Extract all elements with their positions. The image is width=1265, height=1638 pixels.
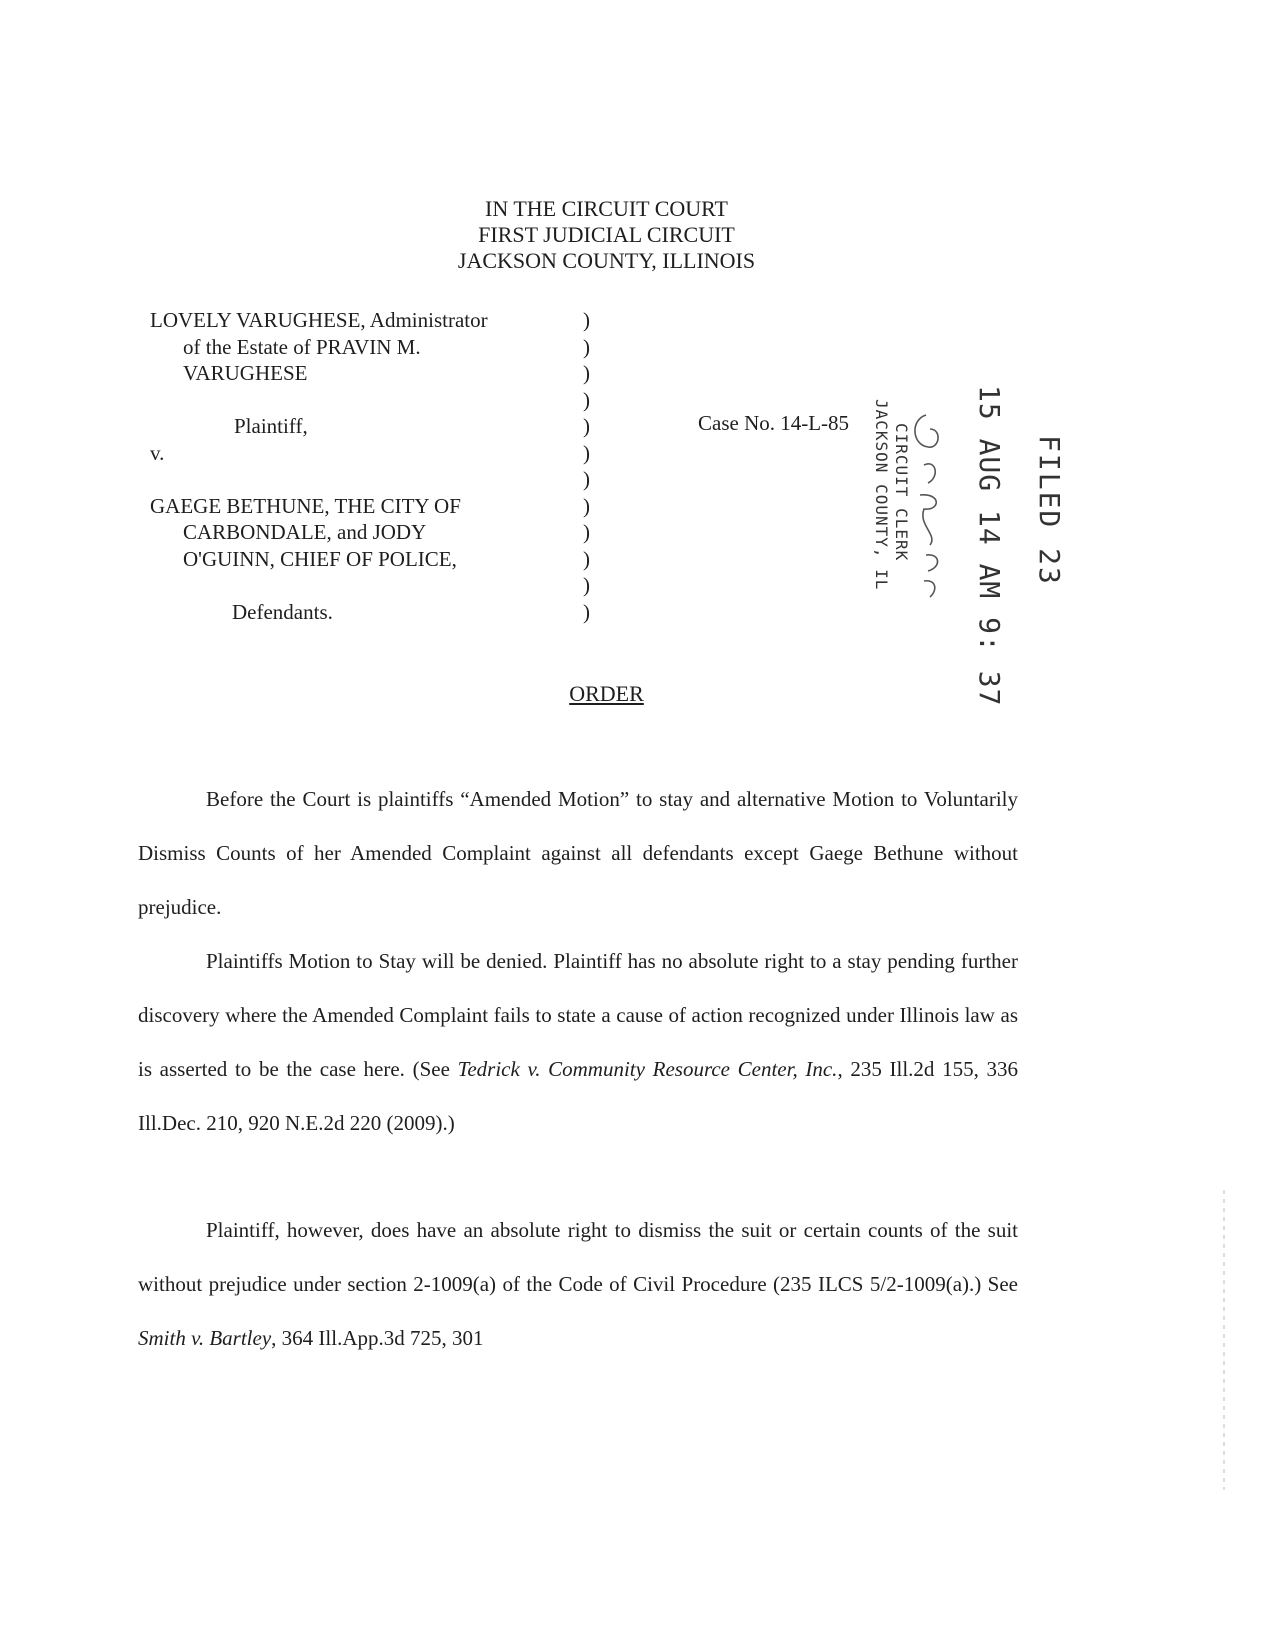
stamp-county: JACKSON COUNTY, IL: [872, 399, 891, 591]
case-number: Case No. 14-L-85: [698, 411, 850, 435]
stamp-clerk: CIRCUIT CLERK: [892, 423, 911, 562]
paren: ): [583, 546, 590, 571]
paren: ): [583, 387, 590, 412]
paren: ): [583, 599, 590, 624]
paragraph-text-part: , 364 Ill.App.3d 725, 301: [271, 1326, 484, 1350]
order-paragraph-2: [138, 934, 1018, 1150]
filed-stamp: [872, 385, 1080, 707]
court-name: IN THE CIRCUIT COURT: [485, 196, 728, 221]
paragraph-text: [138, 1203, 1018, 1365]
order-paragraph-1: [138, 772, 1018, 934]
paragraph-text: Before the Court is plaintiffs “Amended Motion” to stay and alternative Motion to Voluntarily Dismiss Counts of her Amended Complaint against all defendants except Gaege Bethune without prejudice.: [138, 787, 1018, 919]
case-citation: Tedrick v. Community Resource Center, Inc.: [457, 1057, 838, 1081]
judicial-circuit: FIRST JUDICIAL CIRCUIT: [478, 222, 735, 247]
defendant-name-line1: GAEGE BETHUNE, THE CITY OF: [150, 493, 461, 518]
case-caption-parties: [150, 307, 488, 625]
plaintiff-name-line2: of the Estate of PRAVIN M.: [183, 334, 421, 359]
paren: ): [583, 520, 590, 544]
paren: ): [583, 414, 590, 438]
caption-spacer: [150, 572, 488, 599]
paren: ): [583, 308, 590, 332]
paragraph-text-part: Plaintiff, however, does have an absolute right to dismiss the suit or certain counts of the suit without prejudice under section 2-1009(a) of the Code of Civil Procedure (235 ILCS 5/2-1009(a).) See: [138, 1218, 1018, 1296]
caption-spacer: [150, 387, 488, 414]
caption-spacer: [150, 466, 488, 493]
plaintiff-name-line3: VARUGHESE: [183, 361, 308, 385]
paragraph-text: [138, 934, 1018, 1150]
defendant-role: Defendants.: [232, 599, 333, 624]
defendant-name-line3: O'GUINN, CHIEF OF POLICE,: [183, 546, 457, 571]
paren: ): [583, 440, 590, 465]
paren: ): [583, 573, 590, 597]
order-title: ORDER: [569, 681, 644, 706]
plaintiff-role: Plaintiff,: [234, 414, 308, 438]
paragraph-text-part: Plaintiffs Motion to Stay will be denied. Plaintiff has no absolute right to a stay pending further discovery where the Amended Complaint fails to state a cause of action recognized under Illinois law as is asserted to be the case here. (See: [138, 949, 1018, 1081]
county-state: JACKSON COUNTY, ILLINOIS: [457, 248, 756, 273]
case-citation: Smith v. Bartley: [138, 1326, 272, 1350]
versus: v.: [150, 440, 165, 465]
defendant-name-line2: CARBONDALE, and JODY: [183, 520, 427, 544]
paren: ): [583, 361, 590, 385]
order-paragraph-3: [138, 1203, 1018, 1365]
stamp-datetime: 15 AUG 14 AM 9: 37: [973, 385, 1006, 707]
stamp-filed: FILED 23: [1033, 435, 1066, 586]
paragraph-text-part: , 235 Ill.2d 155, 336 Ill.Dec. 210, 920 N.E.2d 220 (2009).): [138, 1057, 1018, 1135]
plaintiff-name-line1: LOVELY VARUGHESE, Administrator: [150, 308, 488, 332]
scan-artifact: [1223, 1190, 1225, 1490]
paren: ): [583, 467, 590, 491]
court-header: [0, 196, 1213, 274]
paren: ): [583, 493, 590, 518]
clerk-signature: [915, 415, 938, 597]
caption-parentheses: [583, 307, 590, 625]
paren: ): [583, 334, 590, 359]
